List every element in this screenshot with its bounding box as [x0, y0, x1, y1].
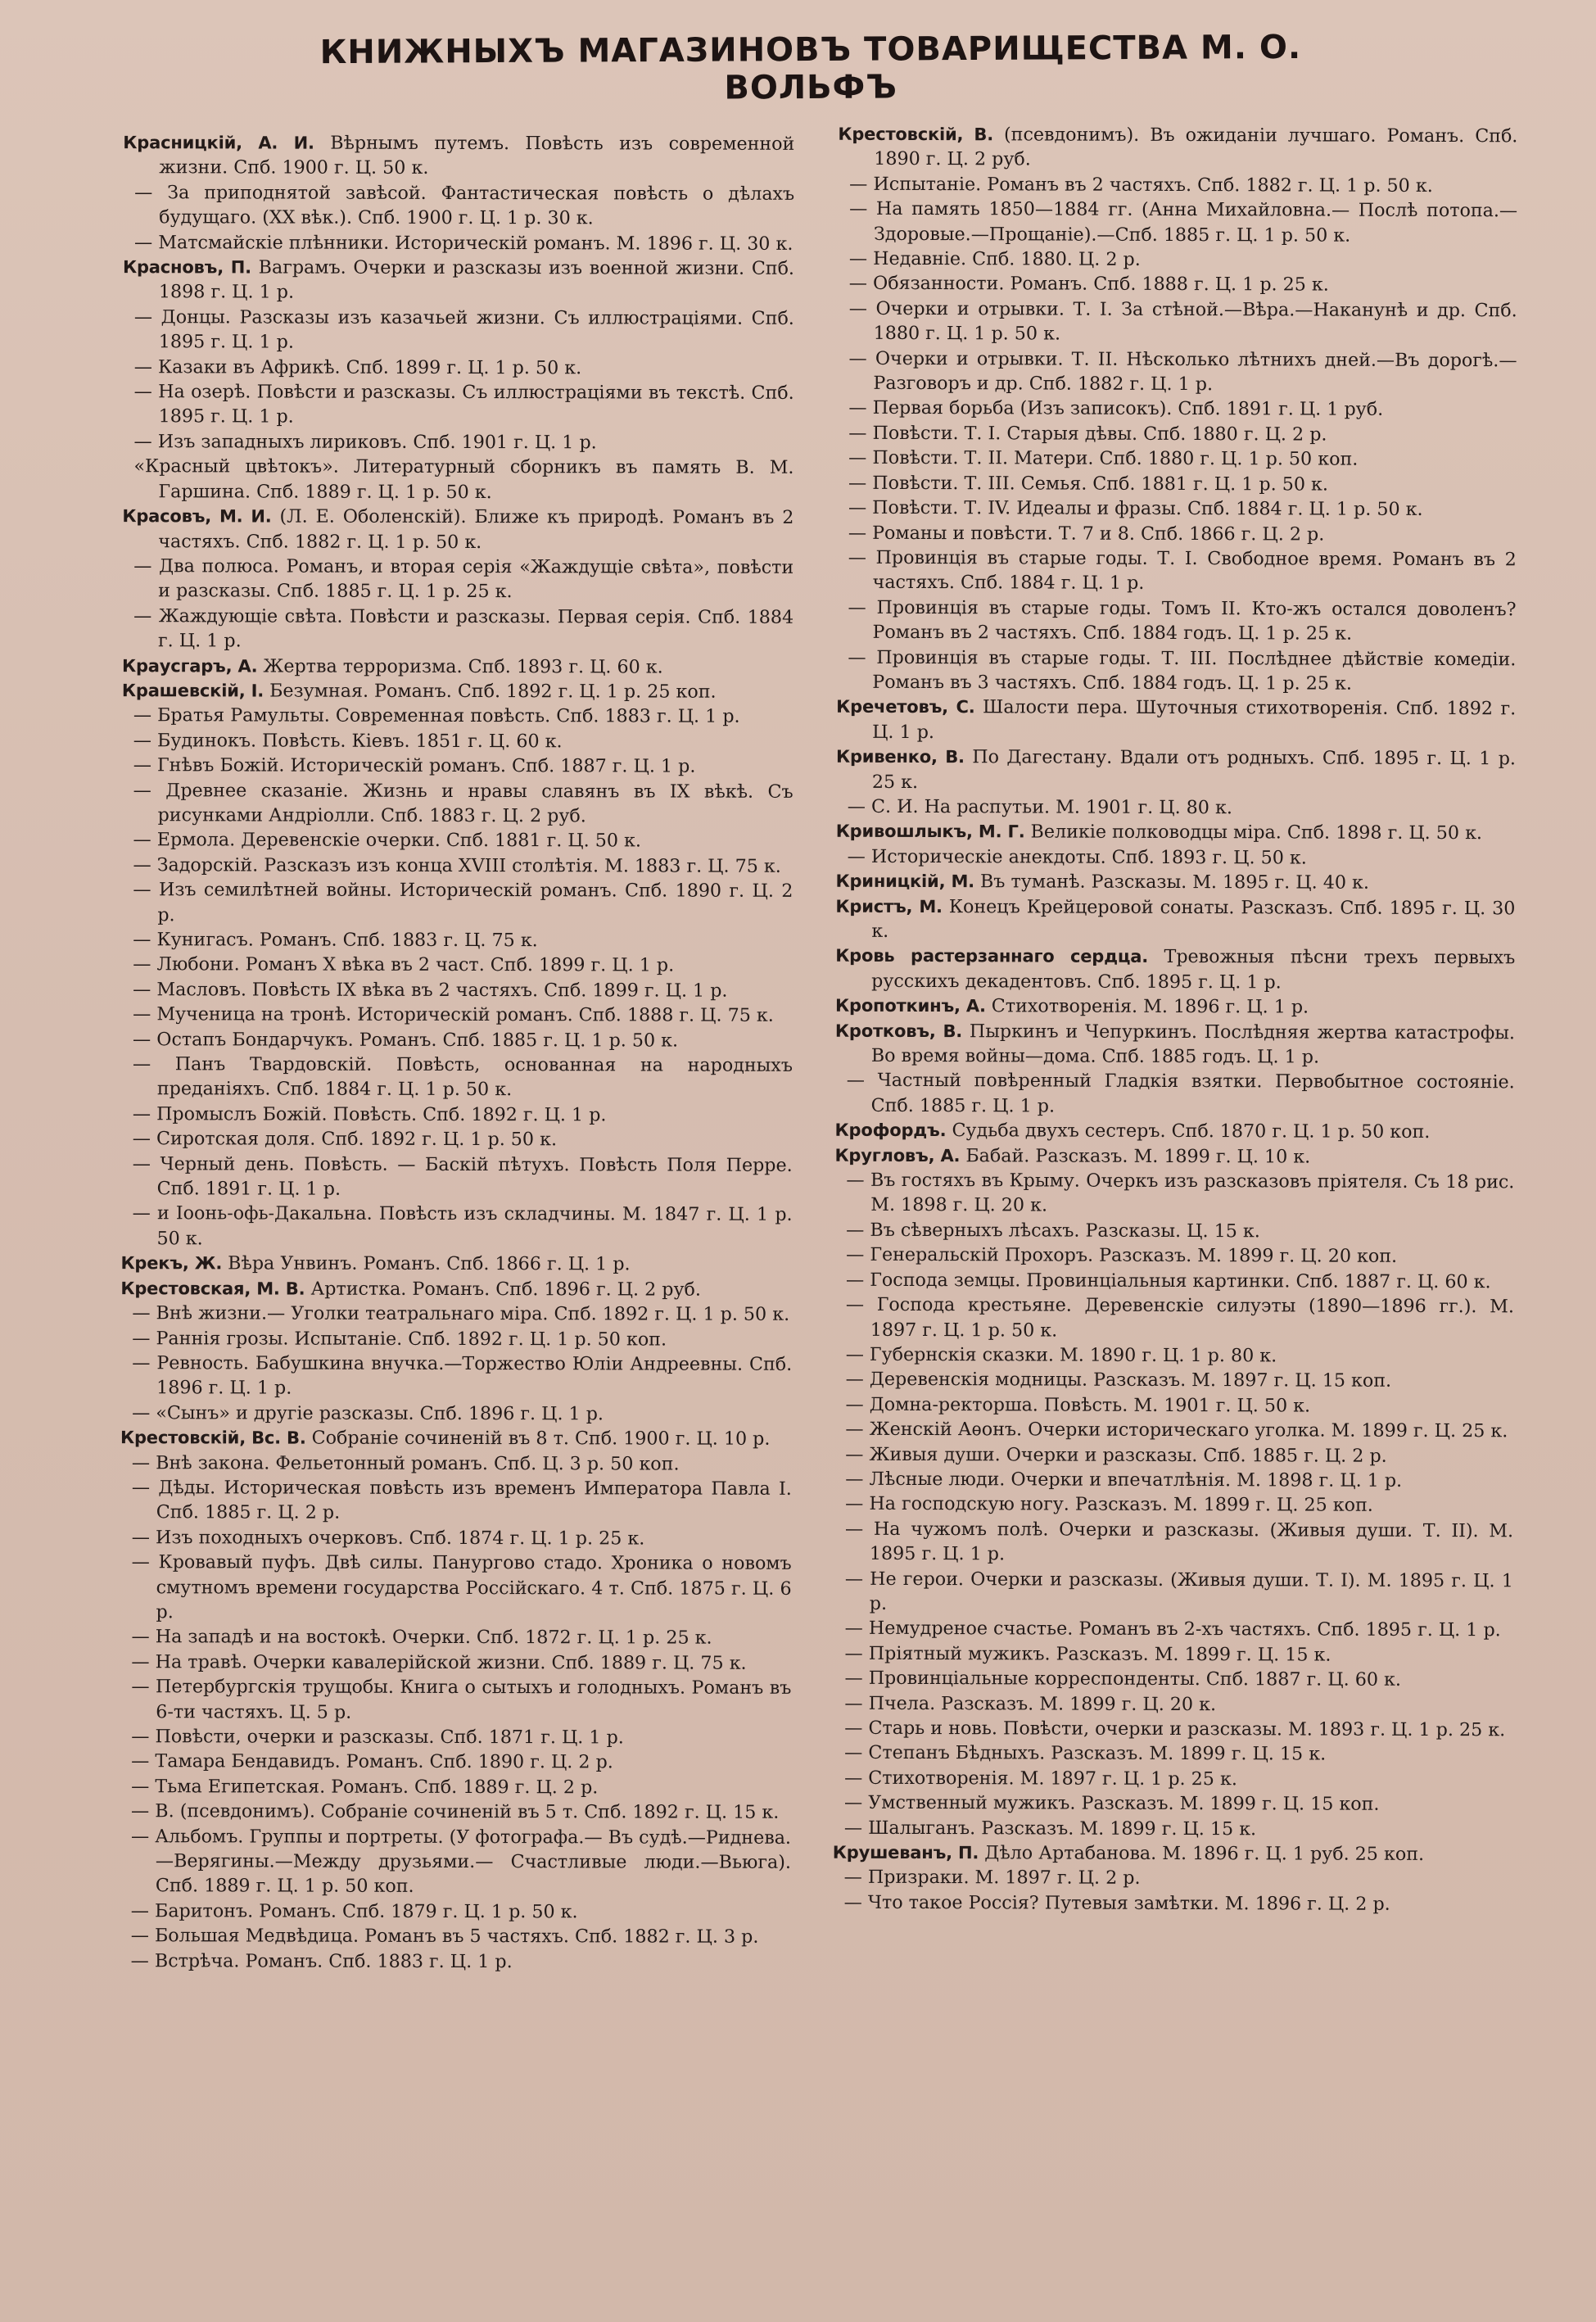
catalog-subentry [833, 1766, 1512, 1793]
catalog-subentry [837, 346, 1517, 397]
catalog-subentry [121, 1102, 793, 1128]
entry-author: Кровь растерзаннаго сердца. [835, 946, 1149, 967]
catalog-entry [838, 122, 1517, 174]
entry-text: — Лѣсные люди. Очерки и впечатлѣнія. М. 1898 г. Ц. 1 р. [845, 1468, 1403, 1491]
catalog-entry [120, 1276, 792, 1302]
entry-text: — Мученица на тронѣ. Историческій романъ. Спб. 1888 г. Ц. 75 к. [133, 1003, 774, 1027]
catalog-subentry [120, 1301, 792, 1327]
catalog-subentry [120, 1824, 791, 1900]
entry-text: — Обязанности. Романъ. Спб. 1888 г. Ц. 1 р. 25 к. [848, 273, 1329, 296]
entry-text: — Жаждующіе свѣта. Повѣсти и разсказы. Первая серія. Спб. 1884 г. Ц. 1 р. [133, 604, 794, 652]
entry-text: — С. И. На распутьи. М. 1901 г. Ц. 80 к. [847, 795, 1232, 819]
catalog-subentry [123, 429, 794, 455]
entry-text: — Въ сѣверныхъ лѣсахъ. Разсказы. Ц. 15 к. [846, 1219, 1260, 1242]
entry-text: — В. (псевдонимъ). Собраніе сочиненій въ 5 т. Спб. 1892 г. Ц. 15 к. [131, 1800, 780, 1824]
entry-author: Кристъ, М. [835, 896, 943, 917]
catalog-subentry [121, 877, 793, 929]
entry-text: — Два полюса. Романъ, и вторая серія «Жаждущіе свѣта», повѣсти и разсказы. Спб. 1885 г. Ц. 1 р. 25 к. [133, 555, 794, 603]
catalog-subentry [120, 1949, 791, 1975]
entry-text: По Дагестану. Вдали отъ родныхъ. Спб. 1895 г. Ц. 1 р. 25 к. [871, 746, 1517, 793]
catalog-subentry [834, 1218, 1514, 1245]
catalog-entry [835, 994, 1515, 1021]
entry-text: — Первая борьба (Изъ записокъ). Спб. 1891 г. Ц. 1 руб. [848, 397, 1384, 421]
entry-text: — Внѣ жизни.— Уголки театральнаго міра. Спб. 1892 г. Ц. 1 р. 50 к. [132, 1302, 790, 1325]
catalog-subentry [834, 1267, 1514, 1294]
catalog-subentry [120, 1202, 792, 1253]
entry-text: — Деревенскія модницы. Разсказъ. М. 1897 г. Ц. 15 коп. [845, 1369, 1392, 1392]
entry-text: (псевдонимъ). Въ ожиданіи лучшаго. Романъ. Спб. 1890 г. Ц. 2 руб. [874, 124, 1518, 170]
entry-text: — Недавніе. Спб. 1880. Ц. 2 р. [848, 247, 1141, 270]
catalog-entry [835, 944, 1515, 995]
entry-text: — Альбомъ. Группы и портреты. (У фотографа.— Въ судѣ.—Риднева.—Верягины.—Между друзьями.— Счастливые люди.—Вьюга). Спб. 1889 г. Ц. 1 р. 50 коп. [130, 1825, 792, 1898]
catalog-subentry [833, 1716, 1512, 1743]
catalog-entry [833, 1840, 1512, 1867]
catalog-subentry [838, 197, 1517, 248]
entry-text: Въ туманѣ. Разсказы. М. 1895 г. Ц. 40 к. [979, 871, 1370, 894]
entry-text: — Стихотворенія. М. 1897 г. Ц. 1 р. 25 к. [844, 1767, 1237, 1790]
entry-text: — Изъ семилѣтней войны. Историческій романъ. Спб. 1890 г. Ц. 2 р. [133, 879, 793, 926]
entry-author: Крекъ, Ж. [120, 1253, 223, 1274]
page-header: КНИЖНЫХЪ МАГАЗИНОВЪ ТОВАРИЩЕСТВА М. О. ВОЛЬФЪ [319, 28, 1302, 107]
entry-author: Кротковъ, В. [834, 1021, 963, 1041]
entry-text: — Повѣсти. Т. IV. Идеалы и фразы. Спб. 1884 г. Ц. 1 р. 50 к. [848, 496, 1423, 521]
catalog-subentry [837, 446, 1517, 473]
entry-text: Тревожныя пѣсни трехъ первыхъ русскихъ декадентовъ. Спб. 1895 г. Ц. 1 р. [871, 946, 1516, 994]
catalog-subentry [121, 1126, 793, 1152]
entry-text: Шалости пера. Шуточныя стихотворенія. Спб. 1892 г. Ц. 1 р. [872, 696, 1517, 743]
catalog-entry [120, 1425, 792, 1451]
entry-text: — Будинокъ. Повѣсть. Кіевъ. 1851 г. Ц. 60 к. [133, 729, 563, 753]
entry-text: — Романы и повѣсти. Т. 7 и 8. Спб. 1866 г. Ц. 2 р. [848, 522, 1325, 545]
catalog-subentry [833, 1890, 1512, 1917]
catalog-subentry [120, 1326, 792, 1352]
entry-text: — Пчела. Разсказъ. М. 1899 г. Ц. 20 к. [844, 1692, 1217, 1715]
entry-author: Крестовскій, В. [838, 124, 994, 145]
entry-text: Вѣрнымъ путемъ. Повѣсть изъ современной жизни. Спб. 1900 г. Ц. 50 к. [159, 132, 795, 179]
catalog-subentry [833, 1740, 1512, 1768]
catalog-subentry [123, 355, 794, 381]
entry-text: — Дѣды. Историческая повѣсть изъ временъ Императора Павла I. Спб. 1885 г. Ц. 2 р. [131, 1477, 792, 1524]
entry-text: — Испытаніе. Романъ въ 2 частяхъ. Спб. 1882 г. Ц. 1 р. 50 к. [849, 173, 1433, 197]
catalog-subentry [120, 1451, 792, 1477]
entry-author: Красновъ, П. [122, 257, 251, 278]
catalog-subentry [834, 1242, 1514, 1270]
entry-author: Крестовскій, Вс. В. [120, 1428, 306, 1448]
catalog-entry [836, 819, 1516, 846]
entry-text: — Сиротская доля. Спб. 1892 г. Ц. 1 р. 50 к. [132, 1128, 558, 1151]
catalog-subentry [837, 421, 1517, 448]
entry-text: — Баритонъ. Романъ. Спб. 1879 г. Ц. 1 р. 50 к. [130, 1900, 578, 1923]
entry-author: Кривошлыкъ, М. Г. [835, 822, 1025, 842]
catalog-entry [836, 745, 1516, 796]
entry-text: Пыркинъ и Чепуркинъ. Послѣдняя жертва катастрофы. Во время войны—дома. Спб. 1885 годъ. Ц. 1 р. [870, 1020, 1515, 1068]
entry-text: Ваграмъ. Очерки и разсказы изъ военной жизни. Спб. 1898 г. Ц. 1 р. [158, 256, 795, 304]
catalog-subentry [834, 1367, 1514, 1394]
entry-text: — Донцы. Разсказы изъ казачьей жизни. Съ иллюстраціями. Спб. 1895 г. Ц. 1 р. [133, 306, 794, 353]
entry-text: Конецъ Крейцеровой сонаты. Разсказъ. Спб. 1895 г. Ц. 30 к. [871, 895, 1516, 942]
entry-text: — Частный повѣренный Гладкія взятки. Первобытное состояніе. Спб. 1885 г. Ц. 1 р. [846, 1070, 1515, 1117]
catalog-subentry [121, 853, 793, 879]
catalog-subentry [834, 1467, 1513, 1494]
entry-text: Артистка. Романъ. Спб. 1896 г. Ц. 2 руб. [310, 1278, 702, 1301]
catalog-subentry [121, 927, 793, 953]
entry-text: — и Іоонь-офь-Дакальна. Повѣсть изъ складчины. М. 1847 г. Ц. 1 р. 50 к. [132, 1202, 793, 1250]
catalog-subentry [123, 379, 794, 431]
entry-text: — Господа земцы. Провинціальныя картинки. Спб. 1887 г. Ц. 60 к. [845, 1269, 1491, 1292]
entry-text: — На чужомъ полѣ. Очерки и разсказы. (Живыя души. Т. II). М. 1895 г. Ц. 1 р. [845, 1518, 1514, 1565]
catalog-subentry [121, 1027, 793, 1053]
entry-text: — Повѣсти. Т. I. Старыя дѣвы. Спб. 1880 г. Ц. 2 р. [848, 422, 1327, 446]
catalog-subentry [120, 1899, 791, 1925]
entry-text: — Провинція въ старые годы. Т. III. Послѣднее дѣйствіе комедіи. Романъ въ 3 частяхъ. Спб. 1884 годъ. Ц. 1 р. 25 к. [848, 646, 1517, 695]
catalog-subentry [834, 1641, 1513, 1668]
entry-author: Кругловъ, А. [834, 1145, 961, 1166]
entry-text: — Промыслъ Божій. Повѣсть. Спб. 1892 г. Ц. 1 р. [132, 1103, 607, 1126]
entry-text: — Изъ западныхъ лириковъ. Спб. 1901 г. Ц. 1 р. [133, 431, 597, 454]
catalog-subentry [121, 1152, 793, 1203]
entry-author: Кропоткинъ, А. [835, 995, 986, 1016]
entry-text: — Повѣсти, очерки и разсказы. Спб. 1871 г. Ц. 1 р. [131, 1726, 624, 1749]
catalog-subentry [834, 1168, 1514, 1220]
catalog-subentry [838, 172, 1517, 199]
entry-text: — Тьма Египетская. Романъ. Спб. 1889 г. Ц. 2 р. [131, 1775, 599, 1799]
catalog-subentry [834, 1491, 1513, 1519]
entry-text: — Не герои. Очерки и разсказы. (Живыя души. Т. I). М. 1895 г. Ц. 1 р. [844, 1568, 1513, 1614]
entry-text: — Домна-ректорша. Повѣсть. М. 1901 г. Ц. 50 к. [845, 1393, 1311, 1417]
catalog-subentry [120, 1799, 791, 1825]
catalog-subentry [834, 1442, 1513, 1469]
catalog-subentry [833, 1865, 1512, 1892]
catalog-subentry [838, 296, 1517, 348]
entry-text: — Очерки и отрывки. Т. II. Нѣсколько лѣтнихъ дней.—Въ дорогѣ.—Разговоръ и др. Спб. 1882 г. Ц. 1 р. [848, 347, 1517, 396]
entry-author: Красовъ, М. И. [122, 506, 272, 527]
entry-text: — Очерки и отрывки. Т. I. За стѣной.—Вѣра.—Наканунѣ и др. Спб. 1880 г. Ц. 1 р. 50 к. [848, 297, 1517, 345]
entry-text: — Что такое Россія? Путевыя замѣтки. М. 1896 г. Ц. 2 р. [843, 1891, 1390, 1915]
catalog-subentry [837, 396, 1517, 423]
catalog-entry [835, 1018, 1515, 1070]
entry-author: Кривенко, В. [835, 746, 965, 767]
catalog-subentry [122, 778, 793, 830]
catalog-subentry [122, 554, 793, 605]
entry-text: — Повѣсти. Т. III. Семья. Спб. 1881 г. Ц. 1 р. 50 к. [848, 472, 1328, 496]
catalog-subentry [833, 1691, 1512, 1718]
entry-text: — Гнѣвъ Божій. Историческій романъ. Спб. 1887 г. Ц. 1 р. [133, 754, 696, 777]
entry-text: — Губернскія сказки. М. 1890 г. Ц. 1 р. 80 к. [845, 1343, 1277, 1367]
entry-author: Крофордъ. [834, 1120, 947, 1141]
catalog-subentry [122, 728, 793, 754]
catalog-subentry [837, 470, 1517, 497]
catalog-subentry [835, 1068, 1515, 1120]
catalog-subentry [833, 1790, 1512, 1817]
catalog-subentry [122, 828, 793, 854]
entry-text: — Казаки въ Африкѣ. Спб. 1899 г. Ц. 1 р. 50 к. [133, 355, 582, 378]
catalog-subentry [123, 305, 794, 356]
entry-author: Крашевскій, І. [121, 681, 264, 701]
catalog-subentry [838, 247, 1517, 274]
catalog-entry [123, 255, 794, 306]
entry-text: — Большая Медвѣдица. Романъ въ 5 частяхъ. Спб. 1882 г. Ц. 3 р. [130, 1925, 759, 1949]
catalog-subentry [122, 753, 793, 779]
catalog-subentry [834, 1516, 1513, 1568]
entry-text: Бабай. Разсказъ. М. 1899 г. Ц. 10 к. [965, 1144, 1311, 1168]
entry-text: — Раннія грозы. Испытаніе. Спб. 1892 г. Ц. 1 р. 50 коп. [132, 1327, 667, 1351]
catalog-subentry [121, 1002, 793, 1028]
entry-text: — Масловъ. Повѣсть IX вѣка въ 2 частяхъ. Спб. 1899 г. Ц. 1 р. [133, 978, 728, 1002]
entry-text: — Кровавый пуфъ. Двѣ силы. Панургово стадо. Хроника о новомъ смутномъ времени государства Россійскаго. 4 т. Спб. 1875 г. Ц. 6 р. [131, 1551, 792, 1623]
catalog-subentry [120, 1401, 792, 1427]
entry-author: Красницкій, А. И. [123, 133, 314, 153]
catalog-subentry [834, 1616, 1513, 1643]
entry-text: — Древнее сказаніе. Жизнь и нравы славянъ въ IX вѣкѣ. Съ рисунками Андріолли. Спб. 1883 г. Ц. 2 руб. [133, 779, 793, 827]
catalog-entry [836, 695, 1516, 746]
catalog-subentry [120, 1774, 791, 1800]
entry-text: — Повѣсти. Т. II. Матери. Спб. 1880 г. Ц. 1 р. 50 коп. [848, 447, 1359, 470]
entry-text: «Красный цвѣтокъ». Литературный сборникъ въ память В. М. Гаршина. Спб. 1889 г. Ц. 1 р. 50 к. [133, 455, 794, 503]
catalog-subentry [834, 1417, 1513, 1444]
catalog-entry [835, 869, 1515, 896]
catalog-subentry [120, 1475, 792, 1527]
catalog-subentry [833, 1815, 1512, 1842]
catalog-entry [834, 1143, 1514, 1170]
entry-text: — Матсмайскіе плѣнники. Историческій романъ. М. 1896 г. Ц. 30 к. [134, 231, 793, 255]
entry-text: — Черный день. Повѣсть. — Баскій пѣтухъ. Повѣсть Поля Перре. Спб. 1891 г. Ц. 1 р. [132, 1152, 793, 1200]
catalog-subentry [120, 1625, 791, 1651]
entry-text: — За приподнятой завѣсой. Фантастическая повѣсть о дѣлахъ будущаго. (XX вѣк.). Спб. 1900 г. Ц. 1 р. 30 к. [134, 181, 795, 229]
catalog-subentry [120, 1724, 791, 1750]
catalog-entry [120, 1251, 792, 1277]
catalog-subentry [120, 1923, 791, 1949]
entry-author: Криницкій, М. [835, 871, 975, 892]
catalog-subentry [120, 1550, 792, 1626]
entry-text: Собраніе сочиненій въ 8 т. Спб. 1900 г. Ц. 10 р. [311, 1427, 771, 1450]
entry-text: — Степанъ Бѣдныхъ. Разсказъ. М. 1899 г. Ц. 15 к. [844, 1742, 1327, 1765]
entry-text: — Петербургскія трущобы. Книга о сытыхъ и голодныхъ. Романъ въ 6-ти частяхъ. Ц. 5 р. [131, 1676, 792, 1723]
entry-text: Вѣра Унвинъ. Романъ. Спб. 1866 г. Ц. 1 р. [228, 1252, 631, 1275]
catalog-subentry [837, 520, 1517, 547]
catalog-subentry [834, 1292, 1514, 1344]
catalog-subentry [121, 977, 793, 1003]
entry-author: Крушеванъ, П. [832, 1842, 979, 1863]
catalog-subentry [836, 794, 1516, 822]
catalog-entry [835, 1118, 1515, 1145]
entry-text: — Провинціальные корреспонденты. Спб. 1887 г. Ц. 60 к. [844, 1667, 1402, 1691]
entry-text: — Кунигасъ. Романъ. Спб. 1883 г. Ц. 75 к. [133, 929, 538, 952]
entry-text: — На озерѣ. Повѣсти и разсказы. Съ иллюстраціями въ текстѣ. Спб. 1895 г. Ц. 1 р. [133, 381, 794, 428]
entry-text: (Л. Е. Оболенскій). Ближе къ природѣ. Романъ въ 2 частяхъ. Спб. 1882 г. Ц. 1 р. 50 к. [158, 505, 794, 553]
entry-text: Безумная. Романъ. Спб. 1892 г. Ц. 1 р. 25 коп. [269, 680, 717, 703]
entry-text: — Немудреное счастье. Романъ въ 2-хъ частяхъ. Спб. 1895 г. Ц. 1 р. [844, 1618, 1501, 1641]
entry-author: Кречетовъ, С. [836, 697, 975, 717]
catalog-subentry [122, 703, 793, 729]
catalog-subentry [123, 230, 794, 256]
catalog-subentry [121, 953, 793, 979]
catalog-subentry [120, 1351, 792, 1402]
catalog-entry [122, 678, 793, 704]
catalog-entry [123, 130, 794, 182]
entry-text: — Любони. Романъ X вѣка въ 2 част. Спб. 1899 г. Ц. 1 р. [133, 953, 675, 976]
entry-text: — Задорскій. Разсказъ изъ конца XVIII столѣтія. М. 1883 г. Ц. 75 к. [133, 853, 781, 877]
entry-text: — Остапъ Бондарчукъ. Романъ. Спб. 1885 г. Ц. 1 р. 50 к. [133, 1028, 679, 1052]
entry-text: — Братья Рамульты. Современная повѣсть. Спб. 1883 г. Ц. 1 р. [133, 704, 740, 728]
catalog-subentry [120, 1650, 791, 1676]
entry-text: — Тамара Бендавидъ. Романъ. Спб. 1890 г. Ц. 2 р. [131, 1750, 613, 1773]
entry-text: — Живыя души. Очерки и разсказы. Спб. 1885 г. Ц. 2 р. [845, 1443, 1387, 1467]
left-column [120, 130, 795, 1975]
catalog-subentry [838, 271, 1517, 298]
catalog-subentry [836, 595, 1516, 646]
catalog-subentry [836, 645, 1516, 696]
entry-author: Крестовская, М. В. [120, 1278, 305, 1299]
entry-text: Стихотворенія. М. 1896 г. Ц. 1 р. [991, 995, 1309, 1018]
right-column [833, 122, 1518, 1917]
catalog-subentry [834, 1392, 1513, 1419]
entry-text: — Призраки. М. 1897 г. Ц. 2 р. [843, 1867, 1141, 1890]
catalog-subentry [836, 844, 1516, 871]
catalog-subentry [834, 1566, 1513, 1618]
entry-text: — Встрѣча. Романъ. Спб. 1883 г. Ц. 1 р. [130, 1949, 513, 1972]
catalog-subentry [120, 1525, 792, 1551]
catalog-entry [835, 894, 1515, 945]
entry-text: — Ермола. Деревенскіе очерки. Спб. 1881 г. Ц. 50 к. [133, 829, 642, 852]
catalog-subentry [121, 1052, 793, 1103]
catalog-entry [122, 654, 793, 680]
entry-text: Великіе полководцы міра. Спб. 1898 г. Ц. 50 к. [1030, 821, 1483, 844]
catalog-subentry [122, 604, 793, 655]
entry-text: Дѣло Артабанова. М. 1896 г. Ц. 1 руб. 25 коп. [984, 1842, 1425, 1865]
entry-text: — Панъ Твардовскій. Повѣсть, основанная на народныхъ преданіяхъ. Спб. 1884 г. Ц. 1 р. 50 к. [132, 1053, 793, 1101]
entry-text: — Внѣ закона. Фельетонный романъ. Спб. Ц. 3 р. 50 коп. [131, 1451, 680, 1475]
entry-text: — Провинція въ старые годы. Томъ II. Кто-жъ остался доволенъ? Романъ въ 2 частяхъ. Спб. 1884 годъ. Ц. 1 р. 25 к. [848, 596, 1517, 645]
entry-text: — «Сынъ» и другіе разсказы. Спб. 1896 г. Ц. 1 р. [132, 1401, 604, 1425]
catalog-subentry [833, 1666, 1512, 1693]
entry-text: — На западѣ и на востокѣ. Очерки. Спб. 1872 г. Ц. 1 р. 25 к. [131, 1626, 712, 1650]
entry-text: — Изъ походныхъ очерковъ. Спб. 1874 г. Ц. 1 р. 25 к. [131, 1526, 645, 1550]
catalog-subentry [122, 454, 793, 505]
catalog-subentry [834, 1342, 1514, 1369]
catalog-entry [122, 504, 793, 555]
entry-text: — Старь и новь. Повѣсти, очерки и разсказы. М. 1893 г. Ц. 1 р. 25 к. [844, 1717, 1506, 1741]
catalog-subentry [123, 180, 794, 232]
entry-text: — Историческіе анекдоты. Спб. 1893 г. Ц. 50 к. [847, 845, 1307, 869]
catalog-subentry [120, 1674, 791, 1726]
entry-text: — Господа крестьяне. Деревенскіе силуэты (1890—1896 гг.). М. 1897 г. Ц. 1 р. 50 к. [845, 1293, 1514, 1342]
entry-text: — Генеральскій Прохоръ. Разсказъ. М. 1899 г. Ц. 20 коп. [846, 1244, 1398, 1268]
entry-author: Краусгаръ, А. [121, 655, 258, 677]
entry-text: Жертва терроризма. Спб. 1893 г. Ц. 60 к. [263, 655, 663, 678]
entry-text: — Женскій Аѳонъ. Очерки историческаго уголка. М. 1899 г. Ц. 25 к. [845, 1418, 1508, 1442]
entry-text: — На господскую ногу. Разсказъ. М. 1899 г. Ц. 25 коп. [845, 1493, 1373, 1517]
catalog-subentry [837, 496, 1517, 523]
entry-text: — Въ гостяхъ въ Крыму. Очеркъ изъ разсказовъ пріятеля. Съ 18 рис. М. 1898 г. Ц. 20 к. [846, 1169, 1515, 1216]
entry-text: Судьба двухъ сестеръ. Спб. 1870 г. Ц. 1 р. 50 коп. [952, 1120, 1431, 1143]
entry-text: — Пріятный мужикъ. Разсказъ. М. 1899 г. Ц. 15 к. [844, 1642, 1332, 1666]
entry-text: — Ревность. Бабушкина внучка.—Торжество Юліи Андреевны. Спб. 1896 г. Ц. 1 р. [132, 1352, 793, 1399]
catalog-subentry [837, 545, 1517, 597]
catalog-subentry [120, 1749, 791, 1776]
entry-text: — На травѣ. Очерки кавалерійской жизни. Спб. 1889 г. Ц. 75 к. [131, 1650, 747, 1674]
entry-text: — Шалыганъ. Разсказъ. М. 1899 г. Ц. 15 к. [843, 1817, 1257, 1840]
entry-text: — Провинція въ старые годы. Т. I. Свободное время. Романъ въ 2 частяхъ. Спб. 1884 г. Ц. 1 р. [848, 546, 1517, 595]
entry-text: — На память 1850—1884 гг. (Анна Михайловна.— Послѣ потопа.—Здоровые.—Прощаніе).—Спб. 1885 г. Ц. 1 р. 50 к. [849, 197, 1518, 247]
entry-text: — Умственный мужикъ. Разсказъ. М. 1899 г. Ц. 15 коп. [843, 1791, 1380, 1816]
